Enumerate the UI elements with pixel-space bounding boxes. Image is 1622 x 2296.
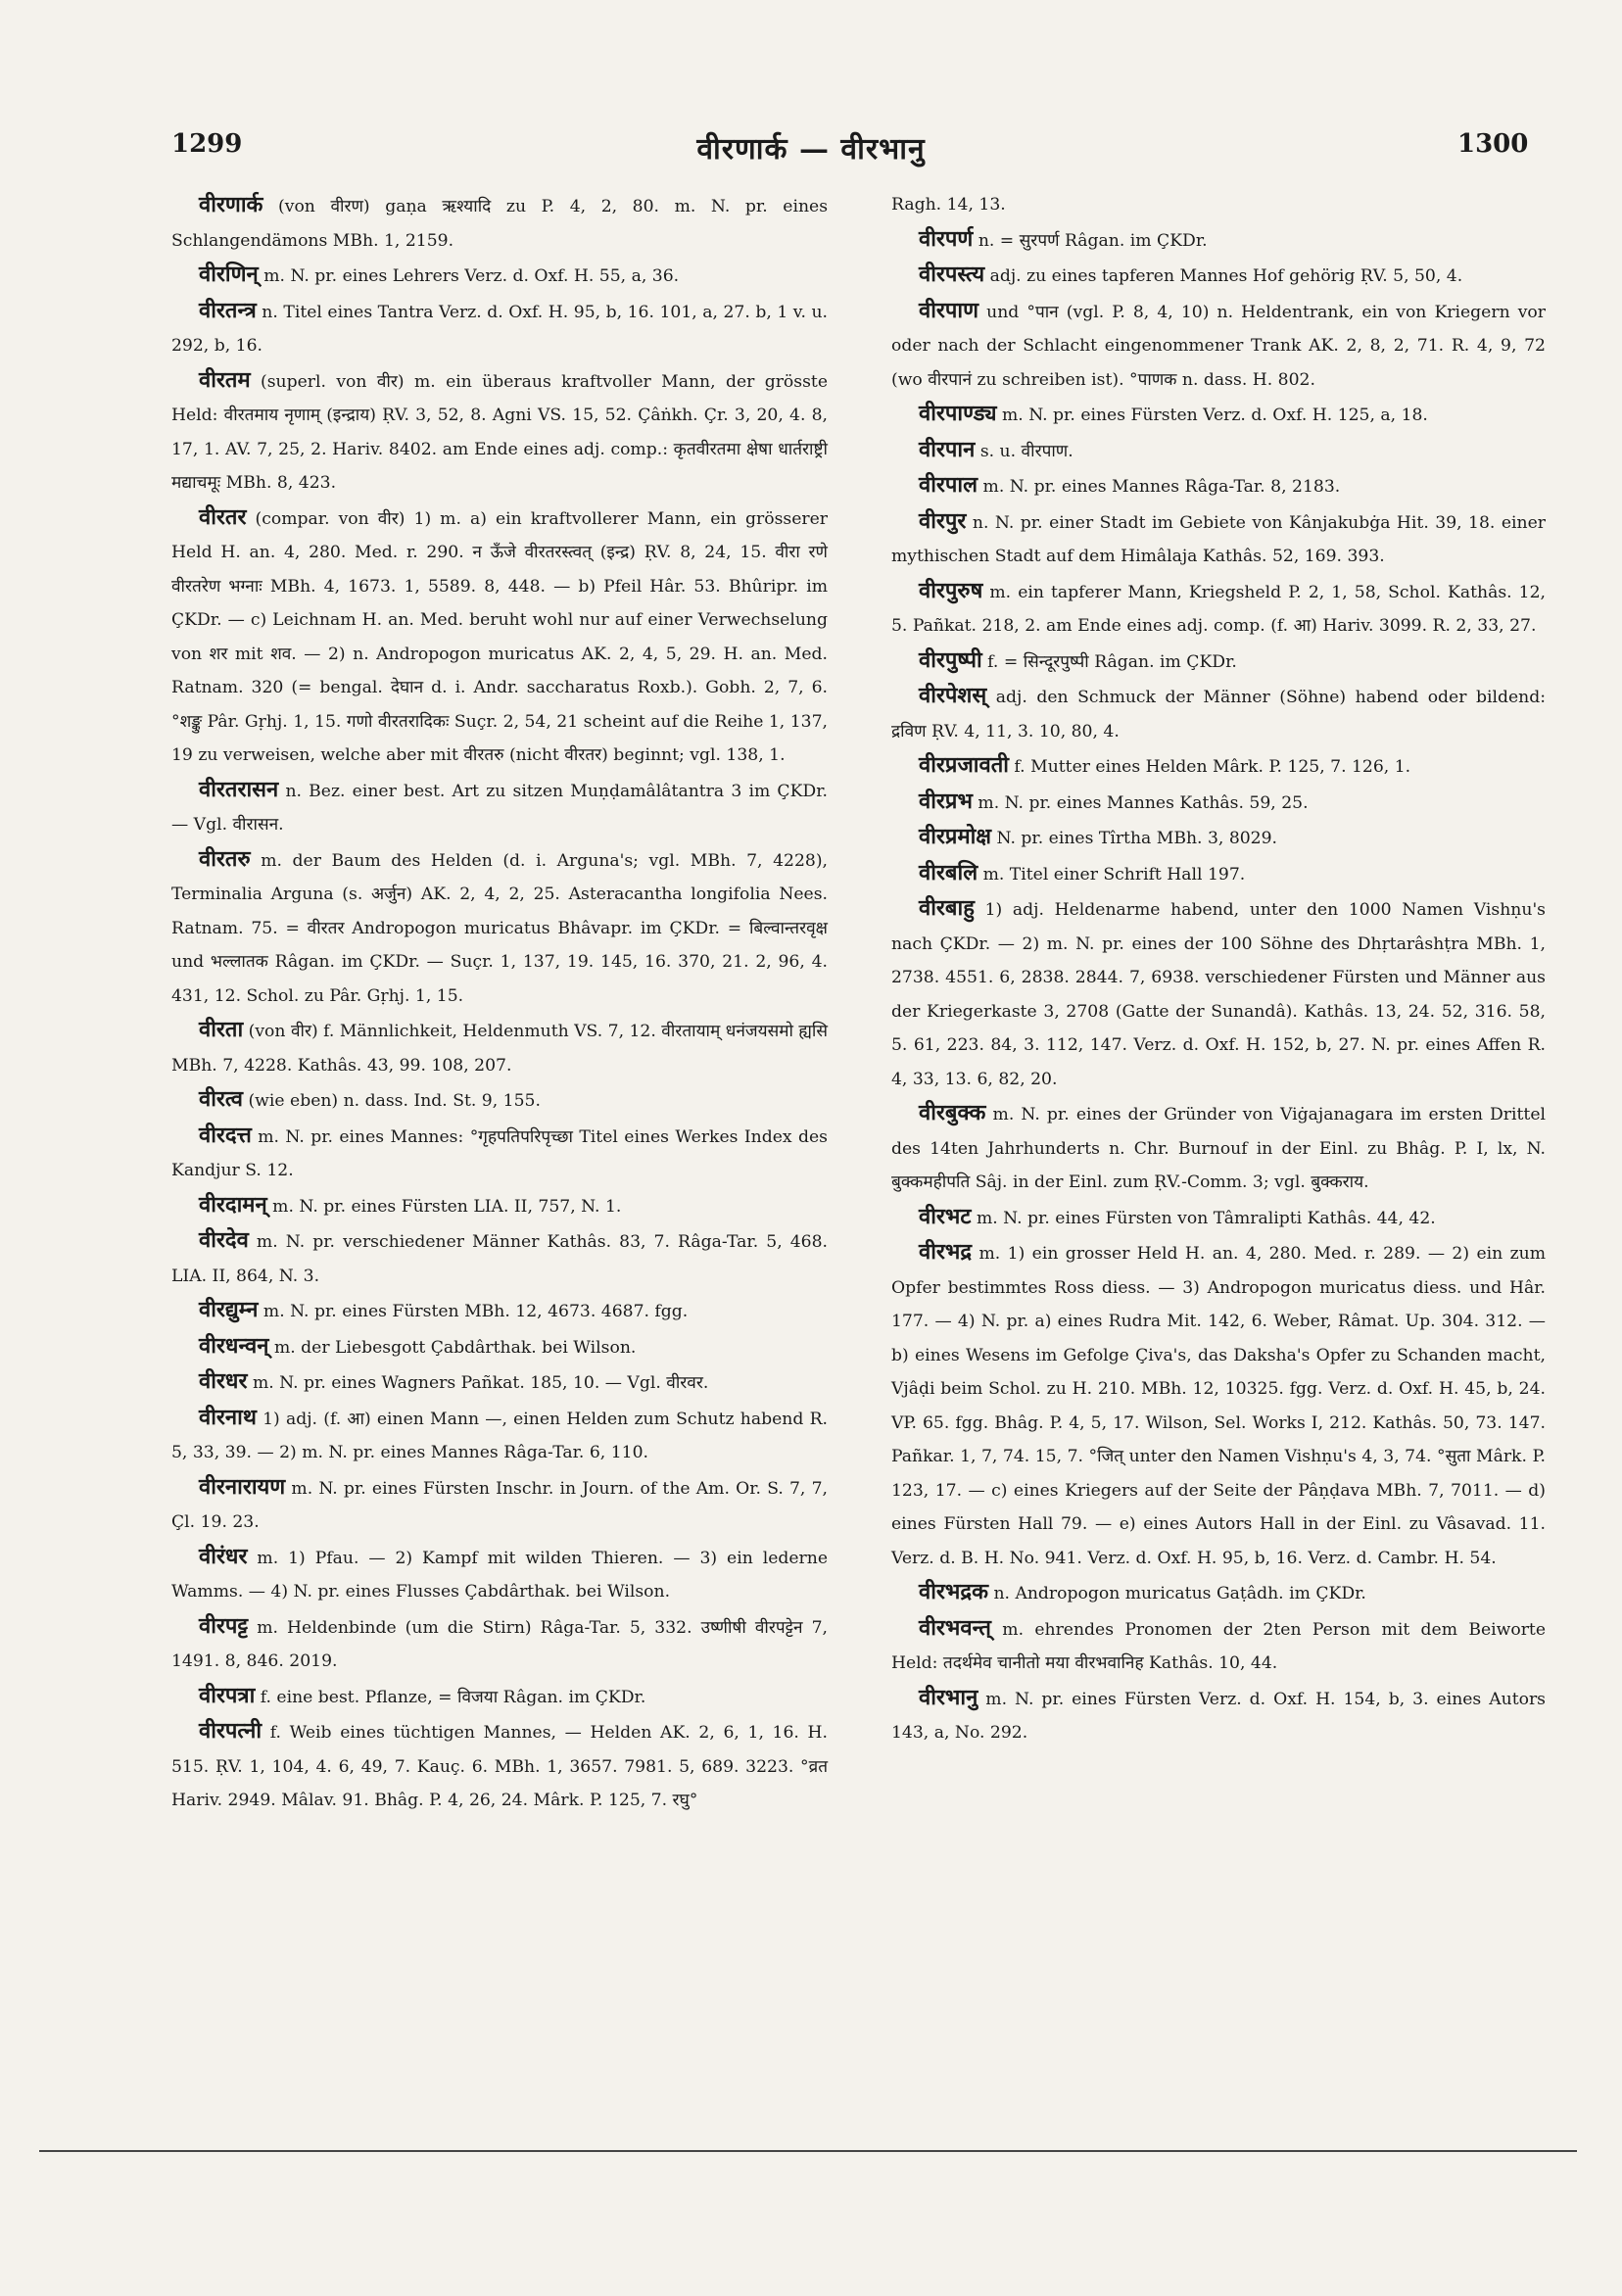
dictionary-entry (171, 188, 828, 258)
entry-headword: वीरपुर (919, 507, 967, 534)
entry-headword: वीरपाण्ड्य (919, 401, 997, 426)
entry-text: f. Mutter eines Helden Mârk. P. 125, 7. 126, 1. (1014, 757, 1411, 777)
dictionary-entry (171, 1188, 828, 1224)
entry-headword: वीरपत्रा (199, 1682, 256, 1708)
entry-headword: वीरतरु (199, 845, 251, 872)
entry-text: m. N. pr. eines Wagners Pañkat. 185, 10. — Vgl. वीरवर. (252, 1373, 709, 1393)
entry-headword: वीरपुरुष (919, 577, 983, 603)
dictionary-entry (891, 468, 1546, 504)
entry-headword: वीरतम (199, 366, 251, 393)
entry-headword: वीरपत्नी (199, 1718, 262, 1744)
entry-headword: वीरतरासन (199, 776, 279, 802)
entry-text: m. N. pr. eines Mannes: °गृहपतिपरिपृच्छा Titel eines Werkes Index des Kandjur S. 12. (171, 1126, 828, 1180)
dictionary-entry (171, 1714, 828, 1818)
entry-headword: वीरणिन् (199, 262, 259, 287)
dictionary-entry (171, 1364, 828, 1401)
entry-text: (compar. von वीर) 1) m. a) ein kraftvollerer Mann, ein grösserer Held H. an. 4, 280. Med. r. 290. न ऊँजे वीरतरस्त्वत् (इन्द्र) ṚV. 8, 24, 15. वीरा रणे वीरतरेण भग्नाः MBh. 4, 1673. 1, 5589. 8, 448. — b) Pfeil Hâr. 53. Bhûripr. im ÇKDr. — c) Leichnam H. an. Med. beruht wohl nur auf einer Verwechselung von शर mit शव. — 2) n. Andropogon muricatus AK. 2, 4, 5, 29. H. an. Med. Ratnam. 320 (= bengal. देघान d. i. Andr. saccharatus Roxb.). Gobh. 2, 7, 6. °शङ्कु Pâr. Gṛhj. 1, 15. गणो वीरतरादिकः Suçr. 2, 54, 21 scheint auf die Reihe 1, 137, 19 zu verweisen, welche aber mit वीरतरु (nicht वीरतर) beginnt; vgl. 138, 1. (171, 508, 828, 765)
entry-text: m. der Baum des Helden (d. i. Arguna's; vgl. MBh. 7, 4228), Terminalia Arguna (s. अर्जुन) AK. 2, 4, 2, 25. Asteracantha longifolia Nees. Ratnam. 75. = वीरतर Andropogon muricatus Bhâvapr. im ÇKDr. = बिल्वान्तरवृक्ष und भल्लातक Râgan. im ÇKDr. — Suçr. 1, 137, 19. 145, 16. 370, 21. 2, 96, 4. 431, 12. Schol. zu Pâr. Gṛhj. 1, 15. (171, 850, 828, 1006)
dictionary-entry (171, 1119, 828, 1188)
entry-text: m. der Liebesgott Çabdârthak. bei Wilson. (273, 1337, 637, 1358)
entry-text: s. u. वीरपाण. (979, 441, 1073, 461)
entry-text: m. ehrendes Pronomen der 2ten Person mit dem Beiworte Held: तदर्थमेव चानीतो मया वीरभवानिह Kathâs. 10, 44. (891, 1619, 1546, 1673)
running-head: वीरणार्क — वीरभानु (696, 132, 926, 167)
dictionary-entry (171, 1401, 828, 1470)
dictionary-entry (891, 785, 1546, 821)
entry-headword: वीरबाहु (919, 895, 975, 921)
entry-text: m. Heldenbinde (um die Stirn) Râga-Tar. 5, 332. उष्णीषी वीरपट्टेन 7, 1491. 8, 846. 2019. (171, 1617, 829, 1671)
dictionary-entry (891, 1096, 1546, 1200)
left-column (171, 188, 828, 1818)
entry-text: adj. zu eines tapferen Mannes Hof gehörig ṚV. 5, 50, 4. (989, 266, 1463, 286)
entry-headword: वीरपान (919, 436, 976, 462)
entry-headword: वीरपेशस् (919, 683, 987, 708)
dictionary-entry (891, 748, 1546, 785)
entry-text: 1) adj. Heldenarme habend, unter den 1000 Namen Vishṇu's nach ÇKDr. — 2) m. N. pr. eines der 100 Söhne des Dhṛtarâshṭra MBh. 1, 2738. 4551. 6, 2838. 2844. 7, 6938. verschiedener Fürsten und Männer aus der Kriegerkaste 3, 2708 (Gatte der Sunandâ). Kathâs. 13, 24. 52, 316. 58, 5. 61, 223. 84, 3. 112, 147. Verz. d. Oxf. H. 152, b, 27. N. pr. eines Affen R. 4, 33, 13. 6, 82, 20. (891, 900, 1546, 1089)
dictionary-entry (171, 501, 828, 773)
entry-headword: वीरभट (919, 1203, 972, 1229)
entry-text: n. N. pr. einer Stadt im Gebiete von Kânjakubġa Hit. 39, 18. einer mythischen Stadt auf dem Himâlaja Kathâs. 52, 169. 393. (891, 512, 1546, 566)
entry-headword: वीरभद्रक (919, 1579, 988, 1604)
entry-headword: वीरदामन् (199, 1191, 267, 1218)
entry-headword: वीरनारायण (199, 1473, 286, 1500)
page-number-left: 1299 (171, 129, 243, 159)
entry-headword: वीरपट्ट (199, 1612, 249, 1639)
entry-headword: वीरपस्त्य (919, 262, 985, 287)
entry-headword: वीरभानु (919, 1684, 978, 1710)
dictionary-entry (891, 574, 1546, 644)
entry-headword: वीरधन्वन् (199, 1332, 269, 1359)
entry-text: (wie eben) n. dass. Ind. St. 9, 155. (248, 1091, 541, 1111)
bottom-rule (39, 2150, 1577, 2152)
entry-headword: वीरदेव (199, 1227, 249, 1253)
dictionary-entry (171, 294, 828, 363)
entry-headword: वीरप्रमोक्ष (919, 824, 992, 849)
entry-text: m. N. pr. eines Fürsten Inschr. in Journ. of the Am. Or. S. 7, 7, Çl. 19. 23. (171, 1478, 828, 1532)
entry-text: Ragh. 14, 13. (891, 195, 1006, 215)
entry-text: m. N. pr. eines Fürsten Verz. d. Oxf. H. 125, a, 18. (1001, 406, 1428, 425)
dictionary-entry (171, 258, 828, 294)
entry-headword: वीरणार्क (199, 192, 263, 217)
dictionary-entry (891, 188, 1546, 222)
entry-headword: वीरपुष्पी (919, 646, 982, 673)
entry-text: m. N. pr. eines Fürsten Verz. d. Oxf. H. 154, b, 3. eines Autors 143, a, No. 292. (891, 1689, 1546, 1743)
entry-text: n. Andropogon muricatus Gaṭâdh. im ÇKDr. (993, 1584, 1366, 1603)
entry-text: N. pr. eines Tîrtha MBh. 3, 8029. (996, 829, 1278, 848)
dictionary-entry (171, 363, 828, 501)
entry-text: m. N. pr. eines Lehrers Verz. d. Oxf. H. 55, a, 36. (263, 266, 680, 286)
right-column (891, 188, 1546, 1750)
dictionary-entry (171, 1329, 828, 1365)
entry-text: und °पान (vgl. P. 8, 4, 10) n. Heldentrank, ein von Kriegern vor oder nach der Schlacht eingenommener Trank AK. 2, 8, 2, 71. R. 4, 9, 72 (wo वीरपानं zu schreiben ist). °पाणक n. dass. H. 802. (891, 302, 1546, 390)
dictionary-entry (171, 1679, 828, 1715)
entry-text: m. N. pr. verschiedener Männer Kathâs. 83, 7. Râga-Tar. 5, 468. LIA. II, 864, N. 3. (171, 1232, 829, 1286)
dictionary-entry (891, 856, 1546, 892)
entry-text: (superl. von वीर) m. ein überaus kraftvoller Mann, der grösste Held: वीरतमाय नृणाम् (इन्द्राय) ṚV. 3, 52, 8. Agni VS. 15, 52. Çâṅkh. Çr. 3, 20, 4. 8, 17, 1. AV. 7, 25, 2. Hariv. 8402. am Ende eines adj. comp.: कृतवीरतमा क्षेषा धार्तराष्ट्री मद्याचमूः MBh. 8, 423. (171, 371, 828, 493)
entry-text: m. ein tapferer Mann, Kriegsheld P. 2, 1, 58, Schol. Kathâs. 12, 5. Pañkat. 218, 2. am Ende eines adj. comp. (f. आ) Hariv. 3099. R. 2, 33, 27. (891, 582, 1546, 636)
entry-text: m. N. pr. eines Fürsten LIA. II, 757, N. 1. (272, 1196, 622, 1217)
entry-text: f. = सिन्दूरपुष्पी Râgan. im ÇKDr. (987, 651, 1237, 672)
entry-headword: वीरबलि (919, 859, 978, 885)
entry-text: m. N. pr. eines Fürsten MBh. 12, 4673. 4687. fgg. (262, 1302, 689, 1321)
entry-headword: वीरदत्त (199, 1122, 252, 1148)
entry-text: (von वीरण) gaṇa ऋश्यादि zu P. 4, 2, 80. m. N. pr. eines Schlangendämons MBh. 1, 2159. (171, 197, 829, 251)
entry-text: n. Titel eines Tantra Verz. d. Oxf. H. 95, b, 16. 101, a, 27. b, 1 v. u. 292, b, 16. (171, 302, 828, 356)
dictionary-entry (891, 294, 1546, 398)
entry-text: n. Bez. einer best. Art zu sitzen Muṇḍamâlâtantra 3 im ÇKDr. — Vgl. वीरासन. (171, 781, 828, 835)
entry-text: adj. den Schmuck der Männer (Söhne) habend oder bildend: द्रविण ṚV. 4, 11, 3. 10, 80, 4. (891, 688, 1546, 741)
entry-text: m. N. pr. eines Fürsten von Tâmralipti Kathâs. 44, 42. (976, 1208, 1436, 1228)
dictionary-entry (891, 222, 1546, 259)
dictionary-entry (171, 1609, 828, 1679)
dictionary-entry (891, 1611, 1546, 1681)
dictionary-entry (891, 1681, 1546, 1750)
entry-headword: वीरप्रजावती (919, 752, 1009, 778)
entry-text: m. 1) ein grosser Held H. an. 4, 280. Med. r. 289. — 2) ein zum Opfer bestimmtes Ross diess. — 3) Andropogon muricatus diess. und Hâr. 177. — 4) N. pr. a) eines Rudra Mit. 142, 6. Weber, Râmat. Up. 304. 312. — b) eines Wesens im Gefolge Çiva's, das Daksha's Opfer zu Schanden macht, Vjâḍi beim Schol. zu H. 210. MBh. 12, 10325. fgg. Verz. d. Oxf. H. 45, b, 24. VP. 65. fgg. Bhâg. P. 4, 5, 17. Wilson, Sel. Works I, 212. Kathâs. 50, 73. 147. Pañkar. 1, 7, 74. 15, 7. °जित् unter den Namen Vishṇu's 4, 3, 74. °सुता Mârk. P. 123, 17. — c) eines Kriegers auf der Seite der Pâṇḍava MBh. 7, 7011. — d) eines Fürsten Hall 79. — e) eines Autors Hall in der Einl. zu Vâsavad. 11. Verz. d. B. H. No. 941. Verz. d. Oxf. H. 95, b, 16. Verz. d. Cambr. H. 54. (891, 1244, 1547, 1568)
entry-headword: वीरबुक्क (919, 1100, 986, 1125)
entry-headword: वीरतन्त्र (199, 297, 257, 323)
entry-text: n. = सुरपर्ण Râgan. im ÇKDr. (978, 230, 1208, 251)
dictionary-entry (171, 1470, 828, 1540)
entry-headword: वीरद्युम्न (199, 1297, 259, 1322)
entry-text: (von वीर) f. Männlichkeit, Heldenmuth VS. 7, 12. वीरतायाम् धनंजयसमो ह्यसि MBh. 7, 4228. Kathâs. 43, 99. 108, 207. (171, 1022, 828, 1076)
entry-text: m. N. pr. eines Mannes Râga-Tar. 8, 2183. (982, 477, 1341, 497)
page-number-right: 1300 (1457, 129, 1529, 159)
entry-text: m. Titel einer Schrift Hall 197. (982, 864, 1246, 885)
entry-headword: वीरनाथ (199, 1404, 257, 1430)
dictionary-entry (171, 1223, 828, 1293)
dictionary-entry (891, 891, 1546, 1096)
entry-headword: वीरतर (199, 503, 247, 530)
entry-headword: वीरभद्र (919, 1239, 973, 1265)
entry-text: f. eine best. Pflanze, = विजया Râgan. im ÇKDr. (260, 1687, 646, 1707)
dictionary-entry (891, 504, 1546, 574)
entry-headword: वीरपर्ण (919, 225, 974, 252)
dictionary-entry (891, 397, 1546, 433)
dictionary-entry (891, 679, 1546, 748)
entry-text: m. N. pr. eines der Gründer von Viġajanagara im ersten Drittel des 14ten Jahrhunderts n. Chr. Burnouf in der Einl. zu Bhâg. P. I, lx, N. बुक्कमहीपति Sâj. in der Einl. zum ṚV.-Comm. 3; vgl. बुक्कराय. (891, 1105, 1546, 1192)
dictionary-entry (891, 644, 1546, 680)
dictionary-entry (891, 258, 1546, 294)
entry-headword: वीरभवन्त् (919, 1614, 991, 1641)
dictionary-entry (171, 1013, 828, 1082)
entry-headword: वीरंधर (199, 1543, 248, 1569)
entry-text: 1) adj. (f. आ) einen Mann —, einen Helden zum Schutz habend R. 5, 33, 39. — 2) m. N. pr. eines Mannes Râga-Tar. 6, 110. (171, 1409, 828, 1462)
entry-headword: वीरत्व (199, 1086, 243, 1112)
entry-headword: वीरप्रभ (919, 788, 973, 814)
dictionary-entry (171, 1540, 828, 1609)
entry-text: m. N. pr. eines Mannes Kathâs. 59, 25. (978, 792, 1309, 813)
dictionary-entry (891, 1200, 1546, 1236)
dictionary-entry (891, 1235, 1546, 1575)
dictionary-entry (171, 773, 828, 842)
entry-headword: वीरपाल (919, 472, 978, 498)
entry-headword: वीरधर (199, 1368, 248, 1394)
entry-text: f. Weib eines tüchtigen Mannes, — Helden AK. 2, 6, 1, 16. H. 515. ṚV. 1, 104, 4. 6, 49, 7. Kauç. 6. MBh. 1, 3657. 7981. 5, 689. 3223. °व्रत Hariv. 2949. Mâlav. 91. Bhâg. P. 4, 26, 24. Mârk. P. 125, 7. रघु° (171, 1723, 828, 1810)
dictionary-entry (891, 820, 1546, 856)
entry-headword: वीरता (199, 1017, 244, 1042)
dictionary-entry (171, 842, 828, 1014)
dictionary-entry (171, 1082, 828, 1119)
dictionary-entry (891, 1575, 1546, 1611)
entry-text: m. 1) Pfau. — 2) Kampf mit wilden Thieren. — 3) ein lederne Wamms. — 4) N. pr. eines Flusses Çabdârthak. bei Wilson. (171, 1548, 829, 1602)
entry-headword: वीरपाण (919, 297, 979, 323)
dictionary-entry (171, 1293, 828, 1329)
dictionary-entry (891, 433, 1546, 469)
